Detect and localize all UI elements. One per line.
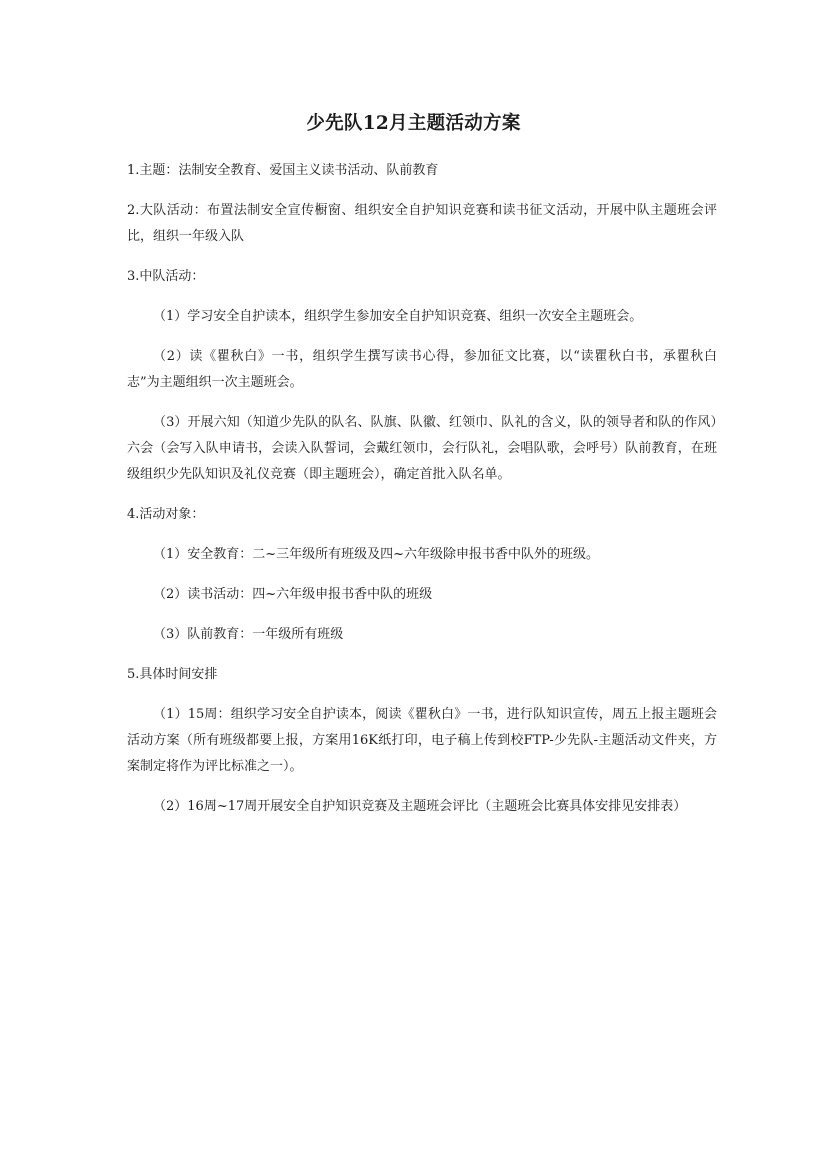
paragraph-schedule-heading: 5.具体时间安排 bbox=[127, 667, 218, 682]
paragraph-squadron-item-1: （1）学习安全自护读本，组织学生参加安全自护知识竞赛、组织一次安全主题班会。 bbox=[153, 309, 643, 324]
paragraph-schedule-item-2: （2）16周~17周开展安全自护知识竞赛及主题班会评比（主题班会比赛具体安排见安排表） bbox=[153, 799, 687, 814]
document-body bbox=[127, 158, 717, 834]
paragraph-targets-heading: 4.活动对象： bbox=[127, 507, 205, 522]
paragraph-theme: 1.主题：法制安全教育、爱国主义读书活动、队前教育 bbox=[127, 163, 439, 178]
paragraph-target-item-3: （3）队前教育：一年级所有班级 bbox=[153, 627, 344, 642]
paragraph-target-item-1: （1）安全教育：二~三年级所有班级及四~六年级除申报书香中队外的班级。 bbox=[153, 547, 600, 562]
paragraph-brigade-activities: 2.大队活动：布置法制安全宣传橱窗、组织安全自护知识竞赛和读书征文活动，开展中队主题班会评比，组织一年级入队 bbox=[127, 203, 717, 244]
paragraph-target-item-2: （2）读书活动：四~六年级申报书香中队的班级 bbox=[153, 587, 433, 602]
paragraph-schedule-item-1: （1）15周：组织学习安全自护读本，阅读《瞿秋白》一书，进行队知识宣传，周五上报主题班会活动方案（所有班级都要上报，方案用16K纸打印，电子稿上传到校FTP-少先队-主题活动文件夹，方案制定将作为评比标准之一）。 bbox=[127, 707, 717, 774]
document-title: 少先队12月主题活动方案 bbox=[306, 113, 521, 134]
paragraph-squadron-heading: 3.中队活动： bbox=[127, 269, 205, 284]
paragraph-squadron-item-3: （3）开展六知（知道少先队的队名、队旗、队徽、红领巾、队礼的含义，队的领导者和队的作风）六会（会写入队申请书，会读入队誓词，会戴红领巾，会行队礼，会唱队歌，会呼号）队前教育，在班级组织少先队知识及礼仪竞赛（即主题班会），确定首批入队名单。 bbox=[127, 415, 717, 482]
paragraph-squadron-item-2: （2）读《瞿秋白》一书，组织学生撰写读书心得，参加征文比赛，以“读瞿秋白书，承瞿秋白志”为主题组织一次主题班会。 bbox=[127, 349, 717, 390]
